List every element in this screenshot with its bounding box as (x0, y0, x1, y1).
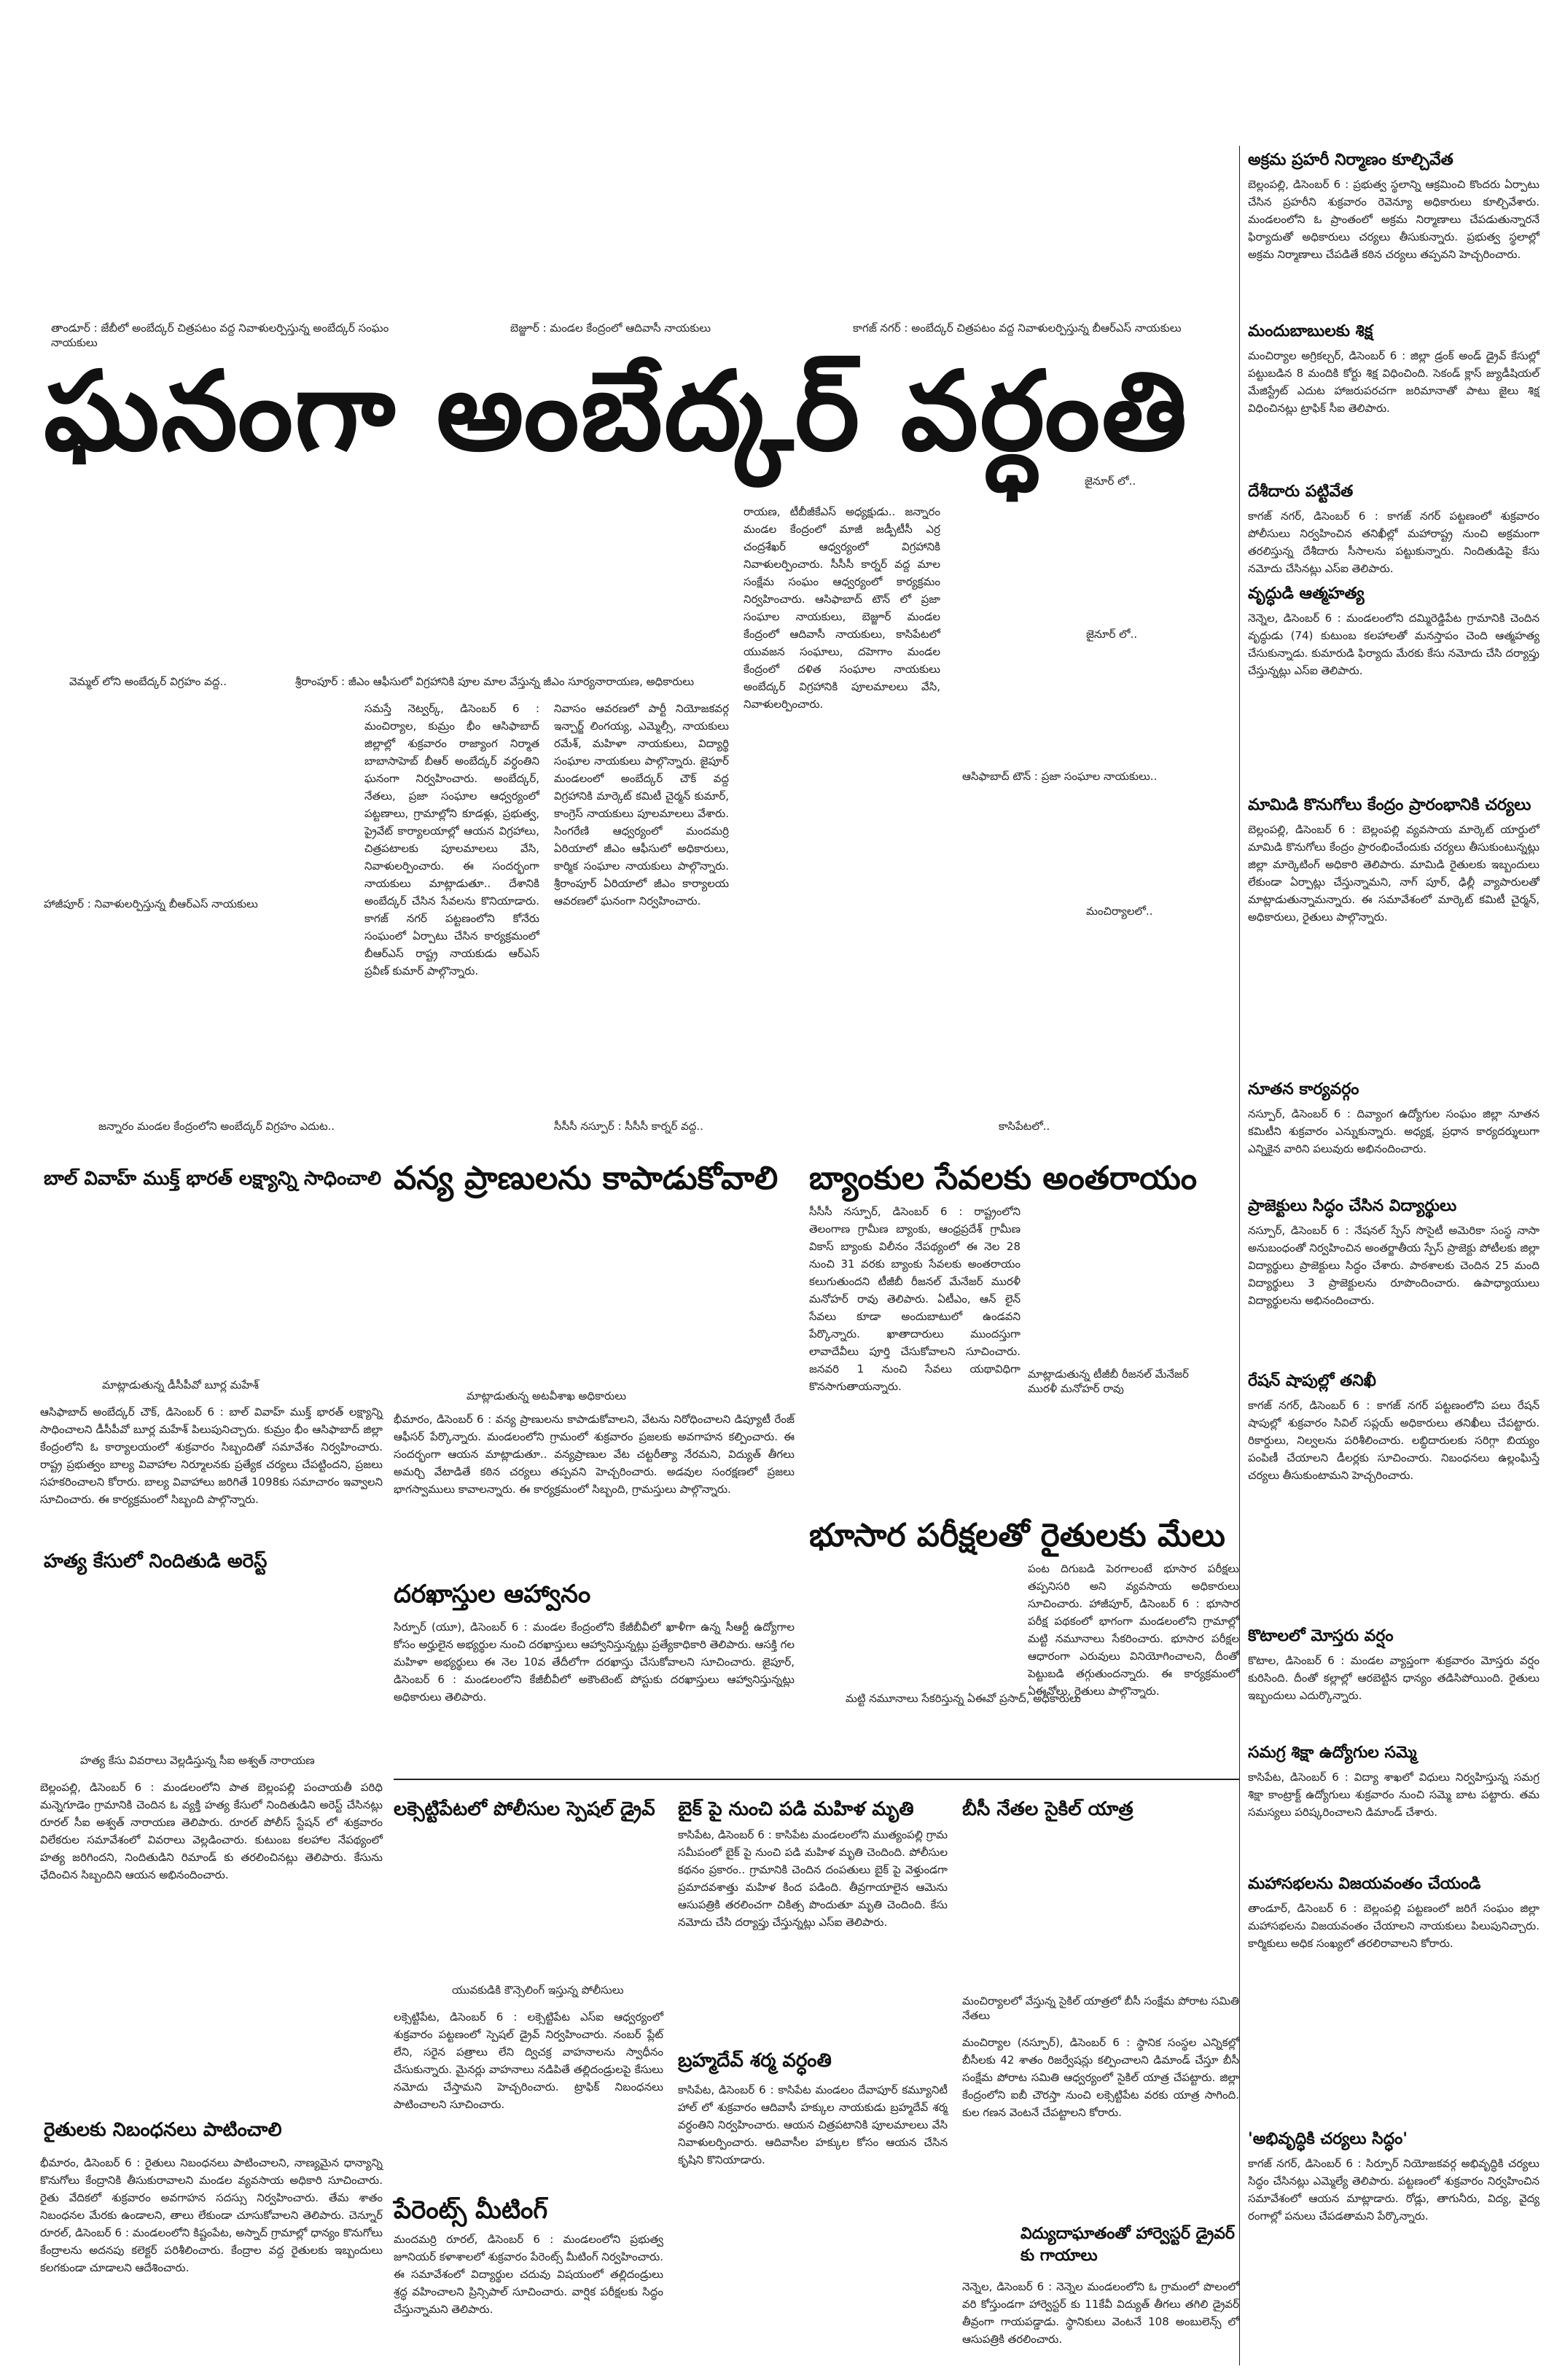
sidebar-story-9 (1248, 1626, 1540, 1736)
sidebar-body: నస్పూర్, డిసెంబర్ 6 : నేషనల్ స్పేస్ సొసైటీ అమెరికా సంస్థ నాసా అనుబంధంతో నిర్వహించిన అంతర్జాతీయ స్పేస్ ప్రాజెక్టు పోటీలకు జిల్లా విద్యార్థులు ప్రాజెక్టులు సిద్ధం చేశారు. పాఠశాలకు చెందిన 25 మంది విద్యార్థులు 3 ప్రాజెక్టులను రూపొందించారు. ఉపాధ్యాయులు విద్యార్థులను అభినందించారు. (1248, 1224, 1540, 1307)
caption-wildlife: మాట్లాడుతున్న అటవీశాఖ అధికారులు (467, 1389, 627, 1402)
headline-brahmadev: బ్రహ్మదేవ్ శర్మ వర్ధంతి (678, 2050, 832, 2072)
sidebar-story-6 (1248, 1079, 1540, 1193)
wildlife-body: భీమారం, డిసెంబర్ 6 : వన్య ప్రాణులను కాపాడుకోవాలని, వేటను నిరోధించాలని డిప్యూటీ రేంజ్ ఆఫీసర్ పేర్కొన్నారు. మండలంలోని గ్రామంలో శుక్రవారం ప్రజలకు అవగాహన కల్పించారు. ఈ సందర్భంగా ఆయన మాట్లాడుతూ.. వన్యప్రాణుల వేట చట్టరీత్యా నేరమని, విద్యుత్ తీగలు అమర్చి వేటాడితే కఠిన చర్యలు తప్పవని హెచ్చరించారు. అడవుల సంరక్షణలో ప్రజలు భాగస్వాములు కావాలన్నారు. ఈ కార్యక్రమంలో సిబ్బంది, గ్రామస్తులు పాల్గొన్నారు. (394, 1413, 795, 1496)
sidebar-body: బెల్లంపల్లి, డిసెంబర్ 6 : ప్రభుత్వ స్థలాన్ని ఆక్రమించి కొందరు ఏర్పాటు చేసిన ప్రహరీని శుక్రవారం రెవెన్యూ అధికారులు కూల్చివేశారు. మండలంలోని ఓ ప్రాంతంలో అక్రమ నిర్మాణాలు చేపడుతున్నారనే ఫిర్యాదుతో అధికారులు చర్యలు తీసుకున్నారు. ప్రభుత్వ స్థలాల్లో అక్రమ నిర్మాణాలు చేపడితే కఠిన చర్యలు తప్పవని హెచ్చరించారు. (1248, 178, 1540, 261)
bc-cycle-yatra-body: మంచిర్యాల (నస్పూర్), డిసెంబర్ 6 : స్థానిక సంస్థల ఎన్నికల్లో బీసీలకు 42 శాతం రిజర్వేషన్లు కల్పించాలని డిమాండ్ చేస్తూ బీసీ సంక్షేమ పోరాట సమితి ఆధ్వర్యంలో సైకిల్ యాత్ర చేపట్టారు. జిల్లా కేంద్రంలోని ఐబీ చౌరస్తా నుంచి లక్సెట్టిపేట వరకు యాత్ర సాగింది. కుల గణన వెంటనే చేపట్టాలని కోరారు. (962, 2036, 1239, 2119)
sidebar-headline: నూతన కార్యవర్గం (1248, 1080, 1359, 1099)
sidebar-divider (1239, 146, 1240, 2365)
sidebar-body: మంచిర్యాల అగ్రికల్చర్, డిసెంబర్ 6 : జిల్లా డ్రంక్ అండ్ డ్రైవ్ కేసుల్లో పట్టుబడిన 8 మందికి కోర్టు శిక్ష విధించింది. సెకండ్ క్లాస్ జ్యుడీషియల్ మేజిస్ట్రేట్ ఎదుట హాజరుపరచగా జరిమానాతో పాటు జైలు శిక్ష విధించినట్లు ట్రాఫిక్ సీఐ తెలిపారు. (1248, 349, 1540, 415)
caption-bc-cycle-yatra: మంచిర్యాలలో వేస్తున్న సైకిల్ యాత్రలో బీసీ సంక్షేమ పోరాట సమితి నేతలు (962, 1994, 1239, 2022)
sidebar-story-7 (1248, 1195, 1540, 1360)
sidebar-headline: అక్రమ ప్రహరీ నిర్మాణం కూల్చివేత (1248, 151, 1453, 169)
headline-murder-case: హత్య కేసులో నిందితుడి అరెస్ట్ (44, 1550, 268, 1572)
bank-services-body: సీసీసీ నస్పూర్, డిసెంబర్ 6 : రాష్ట్రంలోని తెలంగాణ గ్రామీణ బ్యాంకు, ఆంధ్రప్రదేశ్ గ్రామీణ వికాస్ బ్యాంకు విలీనం నేపథ్యంలో ఈ నెల 28 నుంచి 31 వరకు బ్యాంకు సేవలకు అంతరాయం కలుగుతుందని టీజీబీ రీజనల్ మేనేజర్ మురళీ మనోహర్ రావు తెలిపారు. ఏటీఎం, ఆన్ లైన్ సేవలు కూడా అందుబాటులో ఉండవని పేర్కొన్నారు. ఖాతాదారులు ముందస్తుగా లావాదేవీలు పూర్తి చేసుకోవాలని సూచించారు. జనవరి 1 నుంచి సేవలు యథావిధిగా కొనసాగుతాయన్నారు. (809, 1205, 1021, 1393)
applications-body: సిర్పూర్ (యూ), డిసెంబర్ 6 : మండల కేంద్రంలోని కేజీబీవీలో ఖాళీగా ఉన్న సీఆర్టీ ఉద్యోగాల కోసం అర్హులైన అభ్యర్థుల నుంచి దరఖాస్తులు ఆహ్వానిస్తున్నట్లు ప్రత్యేకాధికారి తెలిపారు. ఆసక్తి గల మహిళా అభ్యర్థులు ఈ నెల 10వ తేదీలోగా దరఖాస్తు చేసుకోవాలని సూచించారు. జైపూర్, డిసెంబర్ 6 : మండలంలోని కేజీబీవీలో అకౌంటెంట్ పోస్టుకు దరఖాస్తులు ఆహ్వానిస్తున్నట్లు అధికారులు తెలిపారు. (394, 1620, 795, 1704)
sidebar-story-5 (1248, 795, 1540, 988)
brahmadev-body: కాసిపేట, డిసెంబర్ 6 : కాసిపేట మండలం దేవాపూర్ కమ్యూనిటీ హాల్ లో శుక్రవారం ఆదివాసీ హక్కుల నాయకుడు బ్రహ్మదేవ్ శర్మ వర్ధంతిని నిర్వహించారు. ఆయన చిత్రపటానికి పూలమాలలు వేసి నివాళులర్పించారు. ఆదివాసీల హక్కుల కోసం ఆయన చేసిన కృషిని కొనియాడారు. (678, 2083, 948, 2166)
caption-jainoor-2: జైనూర్ లో.. (1086, 628, 1138, 641)
headline-applications: దరఖాస్తుల ఆహ్వానం (394, 1580, 591, 1609)
bike-accident-body: కాసిపేట, డిసెంబర్ 6 : కాసిపేట మండలంలోని ముత్యంపల్లి గ్రామ సమీపంలో బైక్ పై నుంచి పడి మహిళ మృతి చెందింది. పోలీసుల కథనం ప్రకారం.. గ్రామానికి చెందిన దంపతులు బైక్ పై వెళ్తుండగా ప్రమాదవశాత్తు మహిళ కింద పడింది. తీవ్రగాయాలైన ఆమెను ఆసుపత్రికి తరలించగా చికిత్స పొందుతూ మృతి చెందింది. కేసు నమోదు చేసి దర్యాప్తు చేస్తున్నట్లు ఎస్ఐ తెలిపారు. (678, 1828, 948, 1929)
headline-farmer-rules: రైతులకు నిబంధనలు పాటించాలి (44, 2119, 282, 2141)
murder-case-body: బెల్లంపల్లి, డిసెంబర్ 6 : మండలంలోని పాత బెల్లంపల్లి పంచాయతీ పరిధి మన్నెగూడెం గ్రామానికి చెందిన ఓ వ్యక్తి హత్య కేసులో నిందితుడిని అరెస్ట్ చేసినట్లు రూరల్ సీఐ అశ్వత్ నారాయణ తెలిపారు. రూరల్ పోలీస్ స్టేషన్ లో శుక్రవారం విలేకరుల సమావేశంలో వివరాలు వెల్లడించారు. కుటుంబ కలహాల నేపథ్యంలో హత్య జరిగిందని, నిందితుడిని రిమాండ్ కు తరలించినట్లు తెలిపారు. కేసును ఛేదించిన సిబ్బందిని ఆయన అభినందించారు. (40, 1781, 383, 1881)
caption-jannaram: జన్నారం మండల కేంద్రంలోని అంబేద్కర్ విగ్రహం ఎదుట.. (98, 1120, 335, 1133)
sidebar-body: నస్పూర్, డిసెంబర్ 6 : దివ్యాంగ ఉద్యోగుల సంఘం జిల్లా నూతన కమిటీని శుక్రవారం ఎన్నుకున్నారు. అధ్యక్ష, ప్రధాన కార్యదర్శులుగా ఎన్నికైన వారిని పలువురు అభినందించారు. (1248, 1107, 1540, 1155)
caption-tandur: తాండూర్ : జేబీలో అంబేద్కర్ చిత్రపటం వద్ద నివాళులర్పిస్తున్న అంబేద్కర్ సంఘం నాయకులు (51, 321, 389, 349)
main-headline: ఘనంగా అంబేద్కర్ వర్ధంతి (44, 348, 1189, 475)
soil-testing-body: పంట దిగుబడి పెరగాలంటే భూసార పరీక్షలు తప్పనిసరి అని వ్యవసాయ అధికారులు సూచించారు. హాజీపూర్, డిసెంబర్ 6 : భూసార పరీక్ష పథకంలో భాగంగా మండలంలోని గ్రామాల్లో మట్టి నమూనాలు సేకరించారు. భూసార పరీక్షల ఆధారంగా ఎరువులు వినియోగించాలని, దీంతో పెట్టుబడి తగ్గుతుందన్నారు. ఈ కార్యక్రమంలో ఏఈవోలు, రైతులు పాల్గొన్నారు. (1028, 1562, 1239, 1698)
main-story-col-1: సమస్తే నెట్వర్క్, డిసెంబర్ 6 : మంచిర్యాల, కుమ్రం భీం ఆసిఫాబాద్ జిల్లాల్లో శుక్రవారం రాజ్యాంగ నిర్మాత బాబాసాహెబ్ బీఆర్ అంబేద్కర్ వర్ధంతిని ఘనంగా నిర్వహించారు. అంబేద్కర్, నేతలు, ప్రజా సంఘాల ఆధ్వర్యంలో పట్టణాలు, గ్రామాల్లోని కూడళ్లు, ప్రభుత్వ, ప్రైవేట్ కార్యాలయాల్లో ఆయన విగ్రహాలు, చిత్రపటాలకు పూలమాలలు వేసి, నివాళులర్పించారు. ఈ సందర్భంగా నాయకులు మాట్లాడుతూ.. దేశానికి అంబేద్కర్ చేసిన సేవలను కొనియాడారు. కాగజ్ నగర్ పట్టణంలోని కోనేరు సంఘంలో ఏర్పాటు చేసిన కార్యక్రమంలో బీఆర్ఎస్ రాష్ట్ర నాయకుడు ఆర్ఎస్ ప్రవీణ్ కుమార్ పాల్గొన్నారు. (364, 702, 539, 978)
caption-child-marriage: మాట్లాడుతున్న డీసీపీవో బూర్ల మహేశ్ (102, 1378, 260, 1392)
section-divider (394, 1779, 1239, 1780)
sidebar-headline: రేషన్ షాపుల్లో తనిఖీ (1248, 1372, 1376, 1390)
sidebar-story-3 (1248, 481, 1540, 584)
sidebar-story-4 (1248, 583, 1540, 755)
sidebar-headline: ప్రాజెక్టులు సిద్ధం చేసిన విద్యార్థులు (1248, 1197, 1457, 1215)
sidebar-story-10 (1248, 1742, 1540, 1863)
parents-meeting-body: మందమర్రి రూరల్, డిసెంబర్ 6 : మండలంలోని ప్రభుత్వ జూనియర్ కళాశాలలో శుక్రవారం పేరెంట్స్ మీటింగ్ నిర్వహించారు. ఈ సమావేశంలో విద్యార్థుల చదువు విషయంలో తల్లిదండ్రులు శ్రద్ధ వహించాలని ప్రిన్సిపాల్ సూచించారు. వార్షిక పరీక్షలకు సిద్ధం చేస్తున్నామని తెలిపారు. (394, 2233, 663, 2316)
sidebar-headline: వృద్ధుడి ఆత్మహత్య (1248, 585, 1365, 603)
sidebar-headline: మామిడి కొనుగోలు కేంద్రం ప్రారంభానికి చర్యలు (1248, 796, 1531, 814)
headline-bank-services: బ్యాంకుల సేవలకు అంతరాయం (809, 1160, 1198, 1197)
headline-parents-meeting: పేరెంట్స్ మీటింగ్ (394, 2196, 548, 2225)
headline-special-drive: లక్సెట్టిపేటలో పోలీసుల స్పెషల్ డ్రైవ్ (394, 1798, 655, 1820)
headline-soil-testing: భూసార పరీక్షలతో రైతులకు మేలు (809, 1517, 1225, 1554)
sidebar-story-1 (1248, 149, 1540, 285)
main-story-col-3: రాయణ, టీబీజీకేఎస్ అధ్యక్షుడు.. జన్నారం మండల కేంద్రంలో మాజీ జడ్పీటీసీ ఎర్ర చంద్రశేఖర్ ఆధ్వర్యంలో విగ్రహానికి నివాళులర్పించారు. సీసీసీ కార్నర్ వద్ద మాల సంక్షేమ సంఘం ఆధ్వర్యంలో కార్యక్రమం నిర్వహించారు. ఆసిఫాబాద్ టౌన్ లో ప్రజా సంఘాల నాయకులు, బెజ్జూర్ మండల కేంద్రంలో ఆదివాసీ నాయకులు, కాసిపేటలో యువజన సంఘాలు, దహెగాం మండల కేంద్రంలో దళిత సంఘాల నాయకులు అంబేద్కర్ విగ్రహానికి పూలమాలలు వేసి, నివాళులర్పించారు. (744, 505, 940, 711)
sidebar-body: కొటాల, డిసెంబర్ 6 : మండల వ్యాప్తంగా శుక్రవారం మోస్తరు వర్షం కురిసింది. దీంతో కల్లాల్లో ఆరబెట్టిన ధాన్యం తడిసిపోయింది. రైతులు ఇబ్బందులు ఎదుర్కొన్నారు. (1248, 1654, 1540, 1702)
child-marriage-body: ఆసిఫాబాద్ అంబేద్కర్ చౌక్, డిసెంబర్ 6 : బాల్ వివాహ్ ముక్త్ భారత్ లక్ష్యాన్ని సాధించాలని డీసీపీవో బూర్ల మహేశ్ పిలుపునిచ్చారు. కుమ్రం భీం ఆసిఫాబాద్ జిల్లా కేంద్రంలోని ఓ కార్యాలయంలో శుక్రవారం సిబ్బందితో సమావేశం నిర్వహించారు. రాష్ట్ర ప్రభుత్వం బాల్య వివాహాల నిర్మూలనకు ప్రత్యేక చర్యలు చేపట్టిందని, ప్రజలు సహకరించాలని కోరారు. బాల్య వివాహాలు జరిగితే 1098కు సమాచారం ఇవ్వాలని సూచించారు. ఈ కార్యక్రమంలో సిబ్బంది పాల్గొన్నారు. (40, 1405, 383, 1506)
caption-special-drive: యువకుడికి కౌన్సెలింగ్ ఇస్తున్న పోలీసులు (452, 1983, 624, 1997)
sidebar-headline: సమగ్ర శిక్షా ఉద్యోగుల సమ్మె (1248, 1744, 1417, 1762)
sidebar-headline: దేశీదారు పట్టివేత (1248, 483, 1354, 501)
main-story-col-2: నివాసం ఆవరణలో పార్టీ నియోజకవర్గ ఇన్చార్జ్ లింగయ్య, ఎమ్మెల్సీ, నాయకులు రమేశ్, మహిళా నాయకులు, విద్యార్థి సంఘాల నాయకులు పాల్గొన్నారు. జైపూర్ మండలంలో అంబేద్కర్ చౌక్ వద్ద విగ్రహానికి మార్కెట్ కమిటీ చైర్మన్ కుమార్, కాంగ్రెస్ నాయకులు పూలమాలలు వేశారు. సింగరేణి ఆధ్వర్యంలో మందమర్రి ఏరియాలో జీఎం ఆఫీసులో అధికారులు, కార్మిక సంఘాల నాయకులు పాల్గొన్నారు. శ్రీరాంపూర్ ఏరియాలో జీఎం కార్యాలయ ఆవరణలో ఘనంగా నిర్వహించారు. (554, 702, 729, 908)
sidebar-body: కాగజ్ నగర్, డిసెంబర్ 6 : కాగజ్ నగర్ పట్టణంలో శుక్రవారం పోలీసులు నిర్వహించిన తనిఖీల్లో మహారాష్ట్ర నుంచి అక్రమంగా తరలిస్తున్న దేశీదారు సీసాలను పట్టుకున్నారు. నిందితుడిపై కేసు నమోదు చేసినట్లు ఎస్ఐ తెలిపారు. (1248, 510, 1540, 575)
sidebar-headline: 'అభివృద్ధికి చర్యలు సిద్ధం' (1248, 2130, 1408, 2148)
caption-bank-services: మాట్లాడుతున్న టీజీబీ రీజనల్ మేనేజర్ మురళీ మనోహర్ రావు (1028, 1367, 1189, 1395)
sidebar-story-11 (1248, 1873, 1540, 2118)
caption-hajipur: హాజీపూర్ : నివాళులర్పిస్తున్న బీఆర్ఎస్ నాయకులు (44, 897, 258, 910)
sidebar-story-2 (1248, 321, 1540, 456)
caption-vemmal: వెమ్మల్ లోని అంబేద్కర్ విగ్రహం వద్ద.. (69, 675, 227, 688)
caption-bejjur: బెజ్జూర్ : మండల కేంద్రంలో ఆదివాసీ నాయకులు (510, 321, 711, 335)
sidebar-body: కాగజ్ నగర్, డిసెంబర్ 6 : సిర్పూర్ నియోజకవర్గ అభివృద్ధికి చర్యలు సిద్ధం చేసినట్లు ఎమ్మెల్యే తెలిపారు. పట్టణంలో శుక్రవారం నిర్వహించిన సమావేశంలో ఆయన మాట్లాడారు. రోడ్లు, తాగునీరు, విద్య, వైద్య రంగాల్లో పనులు చేపడతామని పేర్కొన్నారు. (1248, 2157, 1540, 2223)
special-drive-body: లక్సెట్టిపేట, డిసెంబర్ 6 : లక్సెట్టిపేట ఎస్ఐ ఆధ్వర్యంలో శుక్రవారం పట్టణంలో స్పెషల్ డ్రైవ్ నిర్వహించారు. నంబర్ ప్లేట్ లేని, సరైన పత్రాలు లేని ద్విచక్ర వాహనాలను స్వాధీనం చేసుకున్నారు. మైనర్లు వాహనాలు నడిపితే తల్లిదండ్రులపై కేసులు నమోదు చేస్తామని హెచ్చరించారు. ట్రాఫిక్ నిబంధనలు పాటించాలని సూచించారు. (394, 2010, 663, 2111)
headline-harvester: విద్యుదాఘాతంతో హార్వెస్టర్ డ్రైవర్ కు గాయాలు (1021, 2225, 1235, 2265)
sidebar-body: బెల్లంపల్లి, డిసెంబర్ 6 : బెల్లంపల్లి వ్యవసాయ మార్కెట్ యార్డులో మామిడి కొనుగోలు కేంద్రం ప్రారంభించేందుకు చర్యలు తీసుకుంటున్నట్లు జిల్లా మార్కెటింగ్ అధికారి తెలిపారు. మామిడి రైతులకు ఇబ్బందులు లేకుండా ఏర్పాట్లు చేస్తున్నామని, నాగ్ పూర్, ఢిల్లీ వ్యాపారులతో మాట్లాడుతున్నామన్నారు. ఈ సమావేశంలో మార్కెట్ కమిటీ చైర్మన్, అధికారులు, రైతులు పాల్గొన్నారు. (1248, 823, 1540, 924)
caption-ccc-naspur: సీసీసీ నస్పూర్ : సీసీసీ కార్నర్ వద్ద.. (554, 1120, 703, 1133)
caption-kagaznagar: కాగజ్ నగర్ : అంబేద్కర్ చిత్రపటం వద్ద నివాళులర్పిస్తున్న బీఆర్ఎస్ నాయకులు (853, 321, 1182, 335)
sidebar-story-8 (1248, 1370, 1540, 1615)
farmer-rules-body: భీమారం, డిసెంబర్ 6 : రైతులు నిబంధనలు పాటించాలని, నాణ్యమైన ధాన్యాన్ని కొనుగోలు కేంద్రానికి తీసుకురావాలని మండల వ్యవసాయ అధికారి సూచించారు. రైతు వేదికలో శుక్రవారం అవగాహన సదస్సు నిర్వహించారు. తేమ శాతం నిబంధనల మేరకు ఉండాలని, తాలు లేకుండా చూసుకోవాలని తెలిపారు. చెన్నూర్ రూరల్, డిసెంబర్ 6 : మండలంలోని కిష్టంపేట, అస్నాద్ గ్రామాల్లో ధాన్యం కొనుగోలు కేంద్రాలను అదనపు కలెక్టర్ పరిశీలించారు. కేంద్రాల వద్ద రైతులకు ఇబ్బందులు కలగకుండా చూడాలని ఆదేశించారు. (40, 2156, 383, 2274)
caption-srirampur: శ్రీరాంపూర్ : జీఎం ఆఫీసులో విగ్రహానికి పూల మాల వేస్తున్న జీఎం సూర్యనారాయణ, అధికారులు (295, 675, 695, 688)
sidebar-body: తాండూర్, డిసెంబర్ 6 : బెల్లంపల్లి పట్టణంలో జరిగే సంఘం జిల్లా మహాసభలను విజయవంతం చేయాలని నాయకులు పిలుపునిచ్చారు. కార్మికులు అధిక సంఖ్యలో తరలిరావాలని కోరారు. (1248, 1902, 1540, 1950)
caption-asifabad-town: ఆసిఫాబాద్ టౌన్ : ప్రజా సంఘాల నాయకులు.. (962, 770, 1158, 783)
sidebar-headline: మహాసభలను విజయవంతం చేయండి (1248, 1875, 1481, 1893)
caption-murder-case: హత్య కేసు వివరాలు వెల్లడిస్తున్న సీఐ అశ్వత్ నారాయణ (80, 1754, 315, 1767)
sidebar-body: కాగజ్ నగర్, డిసెంబర్ 6 : కాగజ్ నగర్ పట్టణంలోని పలు రేషన్ షాపుల్లో శుక్రవారం సివిల్ సప్లయ్ అధికారులు తనిఖీలు చేపట్టారు. రికార్డులు, నిల్వలను పరిశీలించారు. లబ్ధిదారులకు సరిగ్గా బియ్యం పంపిణీ చేయాలని డీలర్లకు సూచించారు. నిబంధనలు ఉల్లంఘిస్తే చర్యలు తీసుకుంటామని హెచ్చరించారు. (1248, 1399, 1540, 1482)
caption-soil-testing: మట్టి నమూనాలు సేకరిస్తున్న ఏఈవో ప్రసాద్, అధికారులు (846, 1692, 1081, 1705)
sidebar-story-12 (1248, 2129, 1540, 2366)
sidebar-headline: మందుబాబులకు శిక్ష (1248, 322, 1373, 340)
caption-mancherial: మంచిర్యాలలో.. (1086, 905, 1153, 918)
sidebar-headline: కొటాలలో మోస్తరు వర్షం (1248, 1627, 1394, 1645)
caption-jainoor-1: జైనూర్ లో.. (1085, 475, 1136, 488)
headline-child-marriage: బాల్ వివాహ్ ముక్త్ భారత్ లక్ష్యాన్ని సాధించాలి (44, 1168, 382, 1190)
sidebar-body: కాసిపేట, డిసెంబర్ 6 : విద్యా శాఖలో విధులు నిర్వహిస్తున్న సమగ్ర శిక్షా కాంట్రాక్ట్ ఉద్యోగులు శుక్రవారం నుంచి సమ్మె బాట పట్టారు. తమ సమస్యలు పరిష్కరించాలని డిమాండ్ చేశారు. (1248, 1771, 1540, 1819)
headline-bike-accident: బైక్ పై నుంచి పడి మహిళ మృతి (678, 1798, 914, 1820)
headline-wildlife: వన్య ప్రాణులను కాపాడుకోవాలి (394, 1160, 778, 1197)
harvester-body: నెన్నెల, డిసెంబర్ 6 : నెన్నెల మండలంలోని ఓ గ్రామంలో పొలంలో వరి కోస్తుండగా హార్వెస్టర్ కు 11కేవీ విద్యుత్ తీగలు తగిలి డ్రైవర్ తీవ్రంగా గాయపడ్డాడు. స్థానికులు వెంటనే 108 అంబులెన్స్ లో ఆసుపత్రికి తరలించారు. (962, 2280, 1239, 2346)
sidebar-body: నెన్నెల, డిసెంబర్ 6 : మండలంలోని దమ్మిరెడ్డిపేట గ్రామానికి చెందిన వృద్ధుడు (74) కుటుంబ కలహాలతో మనస్తాపం చెంది ఆత్మహత్య చేసుకున్నాడు. కుమారుడి ఫిర్యాదు మేరకు కేసు నమోదు చేసి దర్యాప్తు చేస్తున్నట్లు ఎస్ఐ తెలిపారు. (1248, 612, 1540, 677)
headline-bc-cycle-yatra: బీసీ నేతల సైకిల్ యాత్ర (962, 1798, 1133, 1820)
caption-kasipet: కాసిపేటలో.. (999, 1120, 1050, 1133)
